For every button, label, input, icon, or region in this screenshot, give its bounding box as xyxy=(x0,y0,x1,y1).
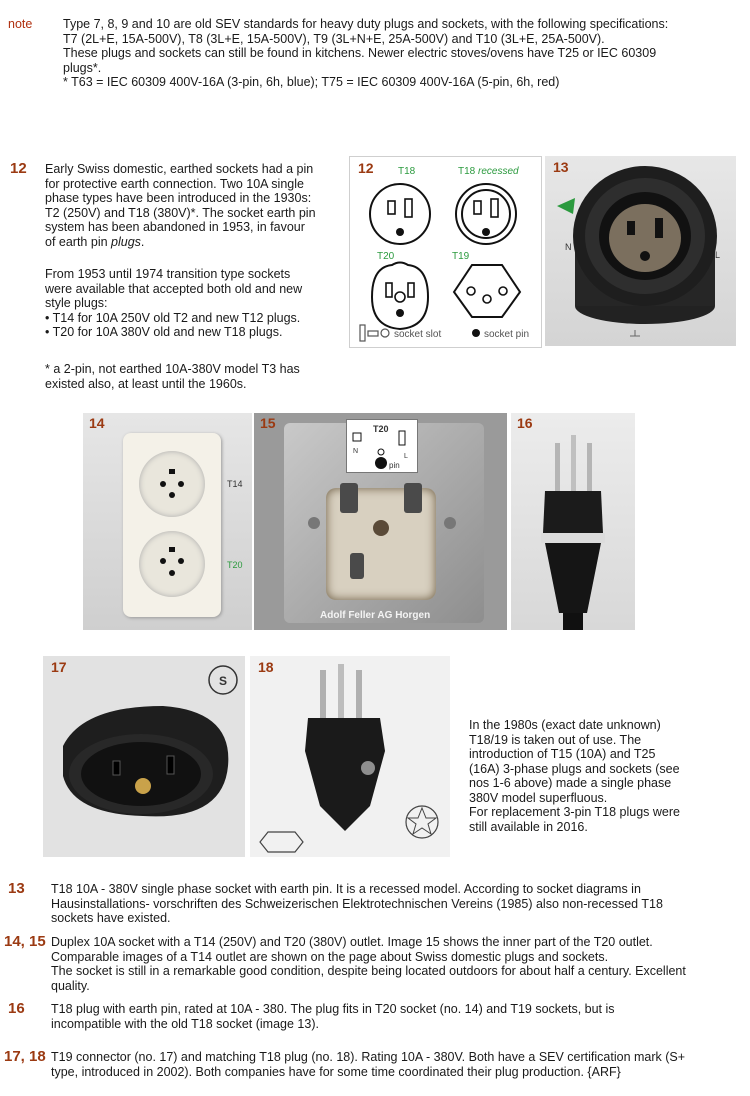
section-number-12: 12 xyxy=(10,160,27,177)
caption-17-18-text: T19 connector (no. 17) and matching T18 plug (no. 18). Rating 10A - 380V. Both have a SEV certification mark (S+ type, introduced in 2002). Both companies have for some time coordinated their plug production. {ARF} xyxy=(51,1050,686,1079)
label-t18: T18 xyxy=(398,166,416,177)
caption-17-18-number: 17, 18 xyxy=(4,1048,46,1065)
photo-14-number: 14 xyxy=(89,415,105,431)
label-t18-recessed: T18 recessed xyxy=(458,166,519,177)
caption-14-15-text: Duplex 10A socket with a T14 (250V) and T20 (380V) outlet. Image 15 shows the inner part of the T20 outlet. Comparable images of a T14 outlet are shown on the page about Swiss domestic plugs and sockets. The socket is still in a remarkable good condition, despite being located outdoors for about half a century. Excellent quality. xyxy=(51,935,686,993)
photo-18-t18-plug xyxy=(250,656,450,857)
t18-socket-image xyxy=(545,156,736,346)
photo-13-number: 13 xyxy=(553,159,569,175)
socket-terminals xyxy=(254,413,507,630)
caption-16-number: 16 xyxy=(8,1000,25,1017)
t18-plug-image xyxy=(511,413,635,630)
photo-17-number: 17 xyxy=(51,659,67,675)
photo-17-t19-connector xyxy=(43,656,245,857)
t19-connector-image xyxy=(43,656,245,857)
photo-15-number: 15 xyxy=(260,415,276,431)
socket-diagram-12 xyxy=(349,156,542,348)
photo-15-inner-t20 xyxy=(254,413,507,630)
socket-outlines xyxy=(350,157,541,347)
photo-15-label-l: L xyxy=(404,453,408,460)
photo-15-label-n: N xyxy=(353,448,359,455)
legend-socket-slot: socket slot xyxy=(394,329,442,340)
photo-13-label-n: N xyxy=(565,242,572,252)
section-12-paragraph-1: Early Swiss domestic, earthed sockets had a pin for protective earth connection. Two 10A single phase types have been introduced in the 1930s: T2 (250V) and T18 (380V)*. The socket earth pin system has been abandoned in 1953, in favour of earth pin plugs. xyxy=(45,162,316,249)
label-t20: T20 xyxy=(377,251,395,262)
photo-14-label-t20: T20 xyxy=(227,560,243,570)
svg-text:S: S xyxy=(219,674,228,688)
photo-15-label-t20: T20 xyxy=(373,424,389,434)
photo-14-duplex-socket xyxy=(83,413,252,630)
caption-13-number: 13 xyxy=(8,880,25,897)
diagram-12-number: 12 xyxy=(358,160,374,176)
label-t19: T19 xyxy=(452,251,470,262)
side-text-1980s: In the 1980s (exact date unknown) T18/19 is taken out of use. The introduction of T15 (10A) and T25 (16A) 3-phase plugs and sockets (see nos 1-6 above) made a single phase 380V model superfluous. For replacement 3-pin T18 plugs were still available in 2016. xyxy=(469,718,680,834)
t18-plug-image-18 xyxy=(250,656,450,857)
photo-16-t18-plug xyxy=(511,413,635,630)
photo-15-label-pin: pin xyxy=(389,461,400,470)
outlet-holes xyxy=(83,413,252,630)
legend-socket-pin: socket pin xyxy=(484,329,530,340)
note-text: Type 7, 8, 9 and 10 are old SEV standards for heavy duty plugs and sockets, with the following specifications: T7 (2L+E, 15A-500V), T8 (3L+E, 15A-500V), T9 (3L+N+E, 25A-500V) and T10 (3L+E, 25A-500V). These plugs and sockets can still be found in kitchens. Newer electric stoves/ovens have T25 or IEC 60309 plugs*. * T63 = IEC 60309 400V-16A (3-pin, 6h, blue); T75 = IEC 60309 400V-16A (5-pin, 6h, red) xyxy=(63,17,669,89)
note-label: note xyxy=(8,17,33,31)
caption-16-text: T18 plug with earth pin, rated at 10A - 380. The plug fits in T20 socket (no. 14) and T19 sockets, but is incompatible with the old T18 socket (image 13). xyxy=(51,1002,615,1031)
photo-18-number: 18 xyxy=(258,659,274,675)
section-12-footnote: * a 2-pin, not earthed 10A-380V model T3 has existed also, at least until the 1960s. xyxy=(45,362,300,391)
photo-16-number: 16 xyxy=(517,415,533,431)
caption-13-text: T18 10A - 380V single phase socket with earth pin. It is a recessed model. According to socket diagrams in Hausinstallations- vorschriften des Schweizerischen Elektrotechnischen Vereins (1985) also non-recessed T18 sockets have existed. xyxy=(51,882,663,925)
photo-14-label-t14: T14 xyxy=(227,479,243,489)
photo-13-label-l: L xyxy=(715,250,721,260)
section-12-paragraph-2: From 1953 until 1974 transition type sockets were available that accepted both old and new style plugs: • T14 for 10A 250V old T2 and new T12 plugs. • T20 for 10A 380V old and new T18 plugs. xyxy=(45,267,303,339)
photo-13-t18-socket xyxy=(545,156,736,346)
caption-14-15-number: 14, 15 xyxy=(4,933,46,950)
maker-stamp: Adolf Feller AG Horgen xyxy=(320,610,431,621)
